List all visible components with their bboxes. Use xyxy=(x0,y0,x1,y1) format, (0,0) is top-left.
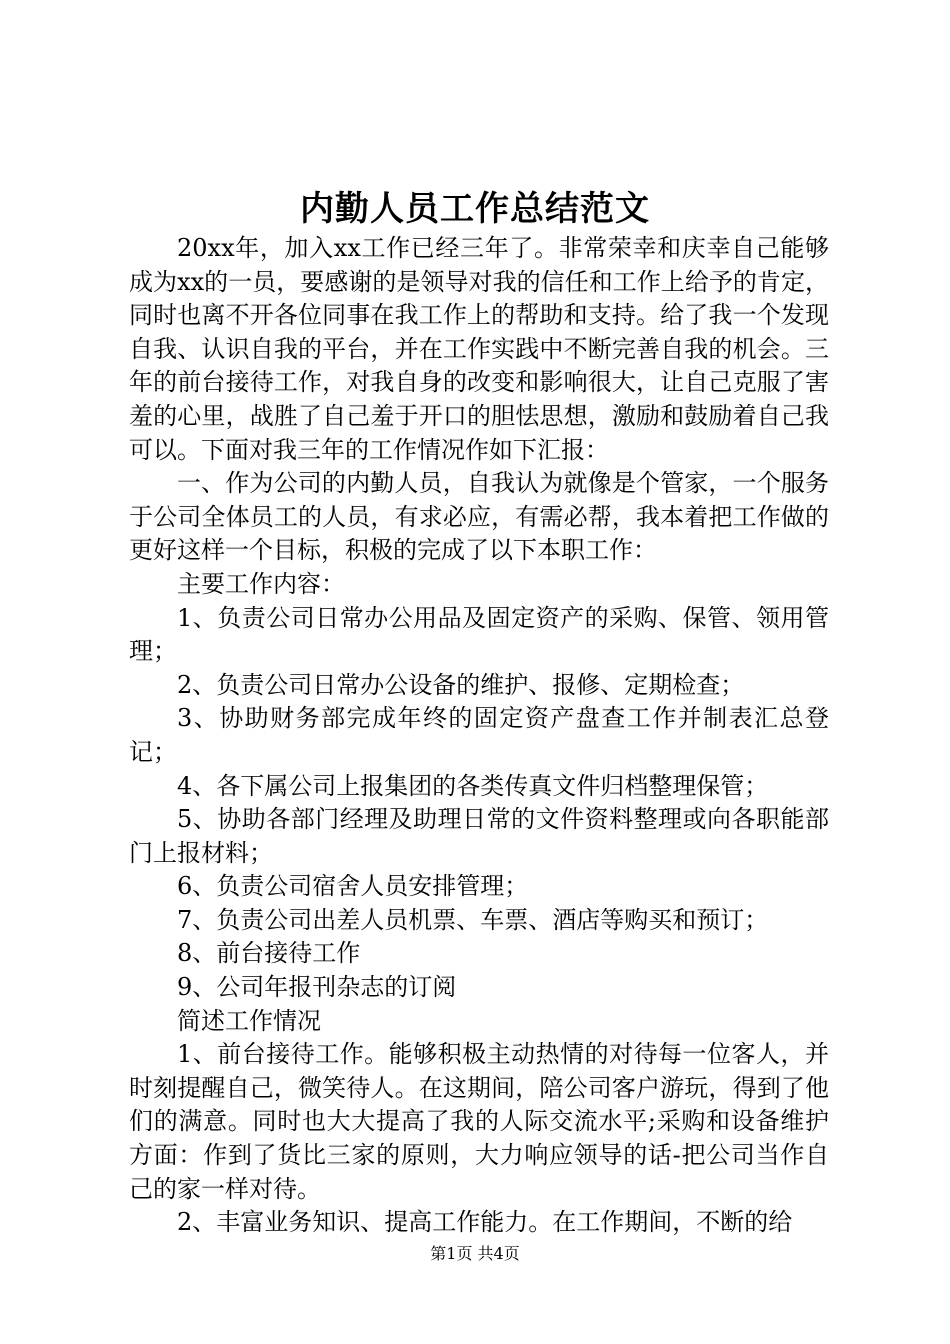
list-item-duty-2: 2、负责公司日常办公设备的维护、报修、定期检查； xyxy=(177,670,745,699)
list-item-duty-3: 3、协助财务部完成年终的固定资产盘查工作并制表汇总登记； xyxy=(129,704,829,766)
list-item-duty-9: 9、公司年报刊杂志的订阅 xyxy=(177,973,457,1002)
paragraph-summary-2: 2、丰富业务知识、提高工作能力。在工作期间，不断的给 xyxy=(177,1208,793,1237)
list-item-duty-1: 1、负责公司日常办公用品及固定资产的采购、保管、领用管理； xyxy=(129,603,829,666)
paragraph-section-one: 一、作为公司的内勤人员，自我认为就像是个管家，一个服务于公司全体员工的人员，有求必应，有需必帮，我本着把工作做的更好这样一个目标，积极的完成了以下本职工作： xyxy=(129,469,829,565)
list-item-duty-5: 5、协助各部门经理及助理日常的文件资料整理或向各职能部门上报材料； xyxy=(129,805,829,867)
document-title: 内勤人员工作总结范文 xyxy=(300,189,650,229)
heading-work-summary: 简述工作情况 xyxy=(177,1006,321,1035)
list-item-duty-8: 8、前台接待工作 xyxy=(177,939,361,968)
paragraph-summary-1: 1、前台接待工作。能够积极主动热情的对待每一位客人，并时刻提醒自己，微笑待人。在这期间，陪公司客户游玩，得到了他们的满意。同时也大大提高了我的人际交流水平;采购和设备维护方面：作到了货比三家的原则，大力响应领导的话-把公司当作自己的家一样对待。 xyxy=(129,1040,829,1203)
heading-main-duties: 主要工作内容： xyxy=(177,569,345,598)
list-item-duty-6: 6、负责公司宿舍人员安排管理； xyxy=(177,872,529,901)
list-item-duty-4: 4、各下属公司上报集团的各类传真文件归档整理保管； xyxy=(177,771,769,800)
list-item-duty-7: 7、负责公司出差人员机票、车票、酒店等购买和预订； xyxy=(177,905,769,934)
paragraph-intro: 20xx年，加入xx工作已经三年了。非常荣幸和庆幸自己能够成为xx的一员，要感谢的是领导对我的信任和工作上给予的肯定，同时也离不开各位同事在我工作上的帮助和支持。给了我一个发现自我、认识自我的平台，并在工作实践中不断完善自我的机会。三年的前台接待工作，对我自身的改变和影响很大，让自己克服了害羞的心里，战胜了自己羞于开口的胆怯思想，激励和鼓励着自己我可以。下面对我三年的工作情况作如下汇报： xyxy=(129,234,829,464)
page-footer: 第1页 共4页 xyxy=(430,1244,520,1263)
document-body xyxy=(129,232,829,1240)
